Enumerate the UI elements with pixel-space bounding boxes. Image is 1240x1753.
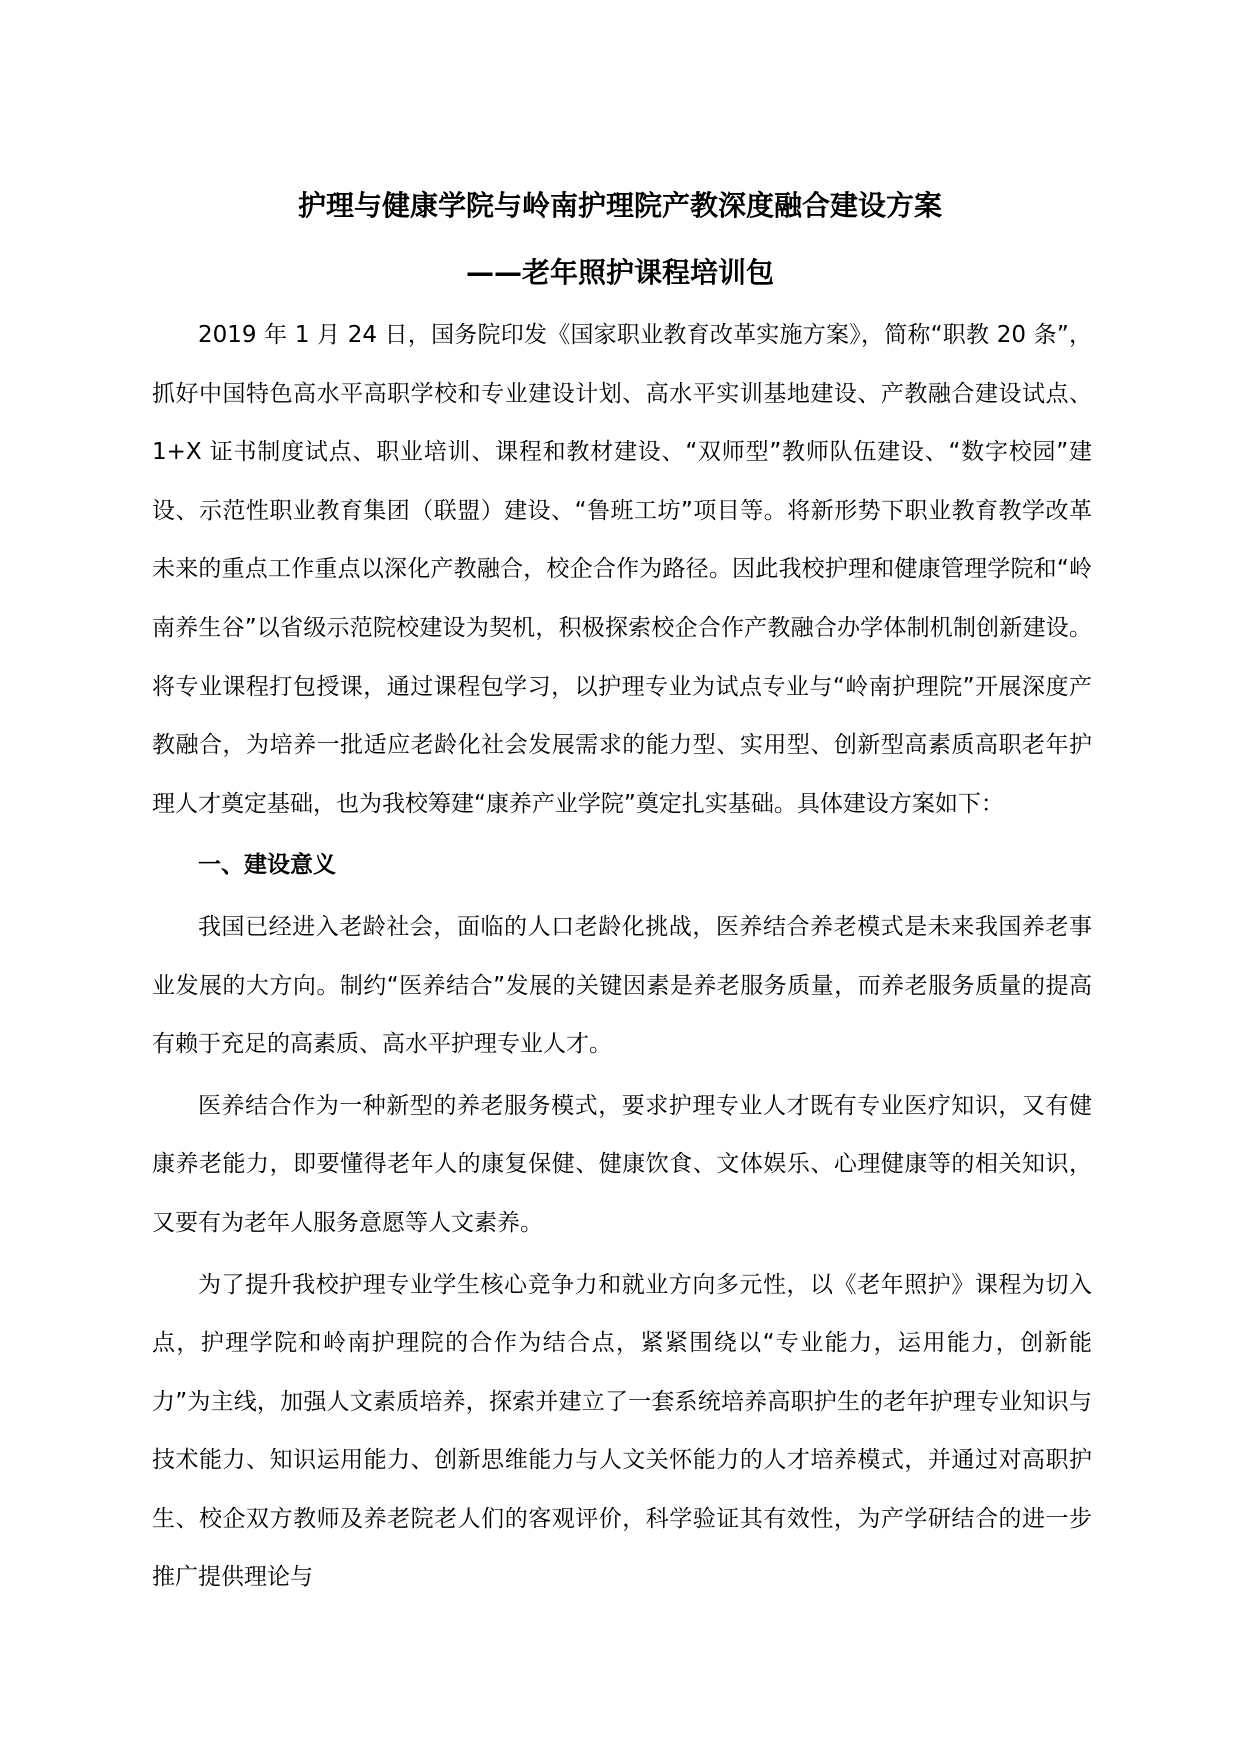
body-paragraph: 我国已经进入老龄社会，面临的人口老龄化挑战，医养结合养老模式是未来我国养老事业发展的大方向。制约“医养结合”发展的关键因素是养老服务质量，而养老服务质量的提高有赖于充足的高素质、高水平护理专业人才。 (152, 913, 1092, 1058)
document-subtitle: ——老年照护课程培训包 (465, 256, 774, 289)
section-heading: 一、建设意义 (198, 852, 336, 879)
intro-paragraph: 2019 年 1 月 24 日，国务院印发《国家职业教育改革实施方案》，简称“职教 20 条”，抓好中国特色高水平高职学校和专业建设计划、高水平实训基地建设、产教融合建设试点、1+X 证书制度试点、职业培训、课程和教材建设、“双师型”教师队伍建设、“数字校园”建设、示范性职业教育集团（联盟）建设、“鲁班工坊”项目等。将新形势下职业教育教学改革未来的重点工作重点以深化产教融合，校企合作为路径。因此我校护理和健康管理学院和“岭南养生谷”以省级示范院校建设为契机，积极探索校企合作产教融合办学体制机制创新建设。将专业课程打包授课，通过课程包学习，以护理专业为试点专业与“岭南护理院”开展深度产教融合，为培养一批适应老龄化社会发展需求的能力型、实用型、创新型高素质高职老年护理人才奠定基础，也为我校筹建“康养产业学院”奠定扎实基础。具体建设方案如下： (152, 322, 1092, 817)
document-body (152, 306, 1092, 1607)
body-paragraph: 为了提升我校护理专业学生核心竞争力和就业方向多元性，以《老年照护》课程为切入点，护理学院和岭南护理院的合作为结合点，紧紧围绕以“专业能力，运用能力，创新能力”为主线，加强人文素质培养，探索并建立了一套系统培养高职护生的老年护理专业知识与技术能力、知识运用能力、创新思维能力与人文关怀能力的人才培养模式，并通过对高职护生、校企双方教师及养老院老人们的客观评价，科学验证其有效性，为产学研结合的进一步推广提供理论与 (152, 1271, 1092, 1591)
document-title: 护理与健康学院与岭南护理院产教深度融合建设方案 (297, 189, 942, 222)
body-paragraph: 医养结合作为一种新型的养老服务模式，要求护理专业人才既有专业医疗知识，又有健康养老能力，即要懂得老年人的康复保健、健康饮食、文体娱乐、心理健康等的相关知识，又要有为老年人服务意愿等人文素养。 (152, 1092, 1092, 1236)
